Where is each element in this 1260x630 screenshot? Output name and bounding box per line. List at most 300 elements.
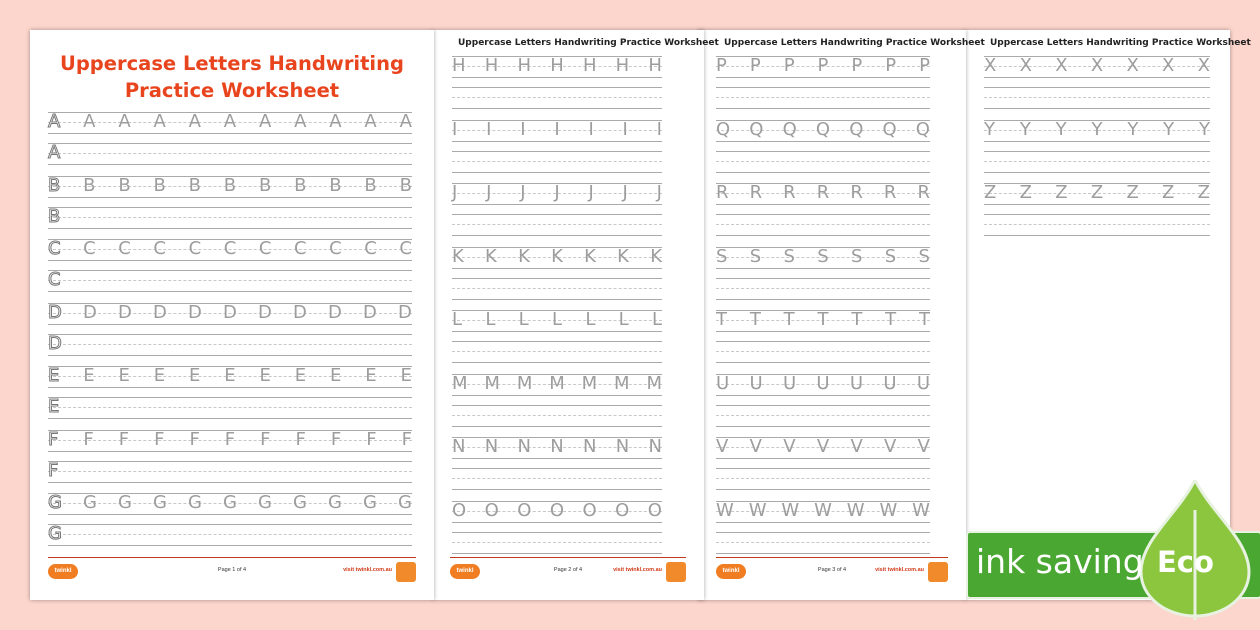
- trace-letter: A: [83, 111, 96, 132]
- trace-letter: Q: [782, 118, 797, 140]
- letter-sequence: [452, 56, 662, 76]
- twinkl-logo: twinkl: [450, 564, 480, 579]
- trace-letter: C: [399, 238, 412, 259]
- trace-letter: Y: [1091, 118, 1103, 140]
- trace-letter: B: [364, 174, 377, 196]
- guide-lines: [452, 87, 662, 109]
- trace-letter: A: [48, 142, 61, 163]
- trace-letter: Y: [1127, 118, 1139, 140]
- letter-sequence: [716, 374, 930, 394]
- trace-letter: B: [48, 205, 61, 227]
- letter-sequence: [48, 430, 412, 450]
- trace-letter: V: [716, 436, 729, 457]
- page-footer: [450, 557, 686, 586]
- practice-line: [452, 437, 662, 457]
- trace-letter: B: [48, 174, 61, 196]
- trace-letter: F: [330, 428, 342, 450]
- trace-letter: F: [48, 459, 59, 481]
- practice-line: [48, 524, 412, 544]
- practice-line: [716, 310, 930, 330]
- trace-letter: Q: [882, 118, 897, 140]
- guide-lines: [716, 405, 930, 427]
- letter-sequence: [452, 310, 662, 330]
- guide-lines: [716, 341, 930, 363]
- trace-letter: F: [189, 428, 200, 450]
- trace-letter: Q: [915, 118, 930, 140]
- trace-letter: G: [363, 492, 377, 513]
- worksheet-page-3: [698, 30, 985, 600]
- trace-letter: G: [83, 492, 97, 513]
- page-header-title: Uppercase Letters Handwriting Practice Worksheet: [990, 38, 1251, 48]
- trace-letter: E: [83, 365, 95, 386]
- practice-line: [452, 56, 662, 76]
- trace-letter: X: [984, 55, 997, 76]
- trace-letter: J: [520, 182, 526, 203]
- trace-letter: C: [153, 238, 166, 259]
- trace-letter: T: [817, 309, 829, 330]
- trace-letter: G: [188, 492, 202, 513]
- trace-letter: R: [749, 182, 763, 203]
- trace-letter: T: [749, 309, 761, 330]
- trace-letter: A: [258, 111, 272, 132]
- trace-letter: C: [223, 238, 237, 259]
- practice-line: [48, 430, 412, 450]
- trace-letter: X: [1126, 55, 1139, 76]
- title-line-2: Practice Worksheet: [124, 79, 340, 102]
- guide-lines: [452, 214, 662, 236]
- trace-letter: U: [782, 372, 797, 394]
- trace-letter: D: [258, 301, 272, 323]
- practice-line: [48, 143, 412, 163]
- trace-letter: C: [83, 238, 96, 259]
- trace-letter: B: [399, 174, 412, 196]
- trace-letter: M: [549, 372, 565, 394]
- trace-letter: G: [118, 492, 132, 513]
- letter-sequence: [48, 207, 412, 227]
- letter-sequence: [716, 56, 930, 76]
- page-footer: [48, 557, 416, 586]
- trace-letter: Q: [716, 118, 731, 140]
- practice-line: [716, 183, 930, 203]
- trace-letter: O: [484, 499, 499, 521]
- trace-letter: F: [118, 428, 130, 450]
- trace-letter: H: [582, 55, 597, 76]
- practice-line: [716, 214, 930, 234]
- trace-letter: N: [517, 436, 531, 457]
- trace-letter: I: [622, 118, 628, 140]
- practice-line: [716, 468, 930, 488]
- practice-line: [716, 341, 930, 361]
- trace-letter: E: [48, 396, 60, 417]
- practice-line: [48, 397, 412, 417]
- letter-sequence: [48, 270, 412, 290]
- letter-sequence: [716, 120, 930, 140]
- practice-line: [984, 56, 1210, 76]
- trace-letter: S: [918, 245, 930, 267]
- trace-letter: F: [83, 428, 94, 450]
- trace-letter: R: [716, 182, 729, 203]
- letter-sequence: [48, 524, 412, 544]
- trace-letter: J: [452, 182, 458, 203]
- trace-letter: T: [716, 309, 727, 330]
- trace-letter: E: [118, 365, 130, 386]
- trace-letter: W: [716, 499, 734, 521]
- title-line-1: Uppercase Letters Handwriting: [60, 52, 404, 75]
- trace-letter: Z: [1090, 182, 1104, 203]
- trace-letter: E: [365, 365, 377, 386]
- trace-letter: G: [153, 492, 167, 513]
- site-url: visit twinkl.com.au: [613, 567, 662, 573]
- letter-sequence: [452, 183, 662, 203]
- trace-letter: W: [846, 499, 865, 521]
- trace-letter: E: [400, 365, 412, 386]
- letter-sequence: [452, 501, 662, 521]
- trace-letter: U: [849, 372, 864, 394]
- trace-letter: I: [452, 118, 458, 140]
- letter-sequence: [716, 310, 930, 330]
- trace-letter: U: [716, 372, 730, 394]
- letter-sequence: [716, 437, 930, 457]
- practice-line: [452, 310, 662, 330]
- letter-sequence: [48, 493, 412, 513]
- trace-letter: M: [646, 372, 662, 394]
- worksheet-page-1: [30, 30, 434, 600]
- trace-letter: L: [452, 309, 463, 330]
- letter-sequence: [984, 120, 1210, 140]
- trace-letter: S: [783, 245, 795, 267]
- practice-line: [984, 183, 1210, 203]
- trace-letter: Y: [1055, 118, 1067, 140]
- trace-letter: C: [364, 238, 377, 259]
- trace-letter: G: [48, 492, 62, 513]
- trace-letter: V: [783, 436, 796, 457]
- trace-letter: N: [452, 436, 466, 457]
- trace-letter: G: [258, 492, 272, 513]
- trace-letter: B: [83, 174, 96, 196]
- trace-letter: B: [223, 174, 237, 196]
- trace-letter: O: [582, 499, 597, 521]
- trace-letter: Z: [984, 182, 997, 203]
- trace-letter: W: [879, 499, 898, 521]
- trace-letter: M: [614, 372, 630, 394]
- trace-letter: N: [583, 436, 597, 457]
- trace-letter: F: [224, 428, 236, 450]
- guide-lines: [984, 151, 1210, 173]
- practice-line: [716, 532, 930, 552]
- trace-letter: A: [364, 111, 377, 132]
- trace-letter: C: [48, 238, 61, 259]
- letter-sequence: [48, 176, 412, 196]
- trace-letter: C: [258, 238, 272, 259]
- trace-letter: K: [584, 245, 596, 267]
- trace-letter: I: [554, 118, 560, 140]
- trace-letter: U: [749, 372, 763, 394]
- guide-lines: [716, 87, 930, 109]
- letter-sequence: [48, 303, 412, 323]
- trace-letter: H: [550, 55, 564, 76]
- trace-letter: M: [484, 372, 500, 394]
- trace-letter: A: [329, 111, 342, 132]
- guide-lines: [984, 214, 1210, 236]
- page-number: Page 3 of 4: [817, 567, 847, 573]
- trace-letter: N: [550, 436, 564, 457]
- trace-letter: C: [293, 238, 307, 259]
- practice-line: [716, 501, 930, 521]
- trace-letter: L: [618, 309, 629, 330]
- page-header-title: Uppercase Letters Handwriting Practice Worksheet: [724, 38, 985, 48]
- trace-letter: D: [293, 301, 307, 323]
- guide-lines: [716, 151, 930, 173]
- practice-line: [48, 270, 412, 290]
- trace-letter: W: [781, 499, 800, 521]
- letter-sequence: [452, 247, 662, 267]
- practice-line: [452, 405, 662, 425]
- trace-letter: S: [817, 245, 829, 267]
- trace-letter: P: [817, 55, 829, 76]
- trace-letter: B: [329, 174, 342, 196]
- trace-letter: I: [656, 118, 662, 140]
- letter-sequence: [716, 247, 930, 267]
- practice-line: [452, 278, 662, 298]
- ink-saving-label: ink saving: [976, 542, 1144, 581]
- quality-badge-icon: [396, 562, 416, 582]
- page-number: Page 1 of 4: [217, 567, 247, 573]
- trace-letter: B: [294, 174, 307, 196]
- trace-letter: A: [153, 111, 166, 132]
- trace-letter: H: [484, 55, 499, 76]
- worksheet-title: [30, 50, 434, 104]
- trace-letter: A: [223, 111, 237, 132]
- trace-letter: O: [615, 499, 630, 521]
- letter-sequence: [984, 56, 1210, 76]
- trace-letter: M: [516, 372, 533, 394]
- practice-line: [48, 461, 412, 481]
- practice-line: [984, 120, 1210, 140]
- trace-letter: D: [83, 301, 97, 323]
- practice-line: [984, 151, 1210, 171]
- trace-letter: Q: [749, 118, 764, 140]
- trace-letter: G: [398, 492, 412, 513]
- guide-lines: [984, 87, 1210, 109]
- trace-letter: I: [588, 118, 594, 140]
- trace-letter: E: [48, 365, 60, 386]
- practice-line: [984, 214, 1210, 234]
- trace-letter: K: [650, 245, 662, 267]
- trace-letter: Z: [1055, 182, 1068, 203]
- trace-letter: O: [549, 499, 565, 521]
- practice-line: [452, 183, 662, 203]
- letter-sequence: [452, 120, 662, 140]
- trace-letter: R: [917, 182, 930, 203]
- trace-letter: Y: [1163, 118, 1175, 140]
- trace-letter: E: [189, 365, 201, 386]
- practice-line: [716, 437, 930, 457]
- guide-lines: [452, 151, 662, 173]
- trace-letter: E: [330, 365, 342, 386]
- trace-letter: N: [615, 436, 630, 457]
- trace-letter: C: [118, 238, 131, 259]
- trace-letter: H: [452, 55, 466, 76]
- trace-letter: L: [651, 309, 662, 330]
- trace-letter: G: [223, 492, 237, 513]
- practice-line: [716, 247, 930, 267]
- trace-letter: X: [1162, 55, 1175, 76]
- practice-line: [716, 151, 930, 171]
- trace-letter: P: [783, 55, 795, 76]
- trace-letter: F: [48, 428, 59, 450]
- letter-sequence: [48, 334, 412, 354]
- practice-line: [48, 303, 412, 323]
- trace-letter: D: [118, 301, 132, 323]
- trace-letter: S: [749, 245, 762, 267]
- trace-letter: K: [518, 245, 530, 267]
- guide-lines: [452, 278, 662, 300]
- trace-letter: Y: [984, 118, 995, 140]
- guide-lines: [716, 278, 930, 300]
- trace-letter: J: [554, 182, 560, 203]
- trace-letter: V: [884, 436, 897, 457]
- trace-letter: B: [258, 174, 272, 196]
- trace-letter: D: [363, 301, 377, 323]
- practice-line: [48, 493, 412, 513]
- trace-letter: Q: [815, 118, 831, 140]
- trace-letter: L: [551, 309, 563, 330]
- trace-letter: I: [520, 118, 526, 140]
- practice-line: [48, 366, 412, 386]
- trace-letter: O: [517, 499, 532, 521]
- trace-letter: K: [551, 245, 563, 267]
- trace-letter: A: [48, 111, 61, 132]
- eco-label: Eco: [1157, 545, 1214, 579]
- trace-letter: D: [48, 332, 62, 354]
- trace-letter: P: [716, 55, 727, 76]
- letter-sequence: [452, 437, 662, 457]
- trace-letter: G: [48, 523, 62, 544]
- page-header-title: Uppercase Letters Handwriting Practice Worksheet: [458, 38, 719, 48]
- practice-line: [48, 334, 412, 354]
- trace-letter: Z: [1162, 182, 1175, 203]
- trace-letter: G: [328, 492, 342, 513]
- trace-letter: T: [885, 309, 897, 330]
- letter-sequence: [984, 183, 1210, 203]
- guide-lines: [452, 532, 662, 554]
- quality-badge-icon: [666, 562, 686, 582]
- twinkl-logo: twinkl: [48, 564, 78, 579]
- trace-letter: A: [294, 111, 307, 132]
- trace-letter: R: [850, 182, 863, 203]
- trace-letter: D: [223, 301, 237, 323]
- trace-letter: U: [883, 372, 897, 394]
- practice-line: [716, 87, 930, 107]
- trace-letter: J: [656, 182, 662, 203]
- trace-letter: Y: [1198, 118, 1210, 140]
- practice-line: [452, 341, 662, 361]
- letter-sequence: [452, 374, 662, 394]
- guide-lines: [716, 214, 930, 236]
- trace-letter: D: [48, 301, 62, 323]
- trace-letter: F: [260, 428, 271, 450]
- trace-letter: C: [188, 238, 202, 259]
- trace-letter: F: [154, 428, 165, 450]
- letter-sequence: [716, 501, 930, 521]
- trace-letter: A: [118, 111, 131, 132]
- trace-letter: H: [648, 55, 662, 76]
- trace-letter: H: [615, 55, 630, 76]
- practice-line: [452, 214, 662, 234]
- practice-line: [452, 532, 662, 552]
- practice-line: [452, 151, 662, 171]
- trace-letter: M: [452, 372, 468, 394]
- worksheet-page-2: [432, 30, 719, 600]
- twinkl-logo: twinkl: [716, 564, 746, 579]
- trace-letter: N: [484, 436, 499, 457]
- practice-line: [716, 120, 930, 140]
- practice-line: [452, 87, 662, 107]
- trace-letter: F: [295, 428, 306, 450]
- trace-letter: M: [581, 372, 598, 394]
- trace-letter: V: [749, 436, 762, 457]
- letter-sequence: [48, 239, 412, 259]
- trace-letter: A: [188, 111, 201, 132]
- letter-sequence: [48, 112, 412, 132]
- trace-letter: D: [188, 301, 202, 323]
- letter-sequence: [48, 397, 412, 417]
- letter-sequence: [48, 143, 412, 163]
- trace-letter: E: [153, 365, 166, 386]
- trace-letter: Q: [849, 118, 864, 140]
- trace-letter: W: [748, 499, 767, 521]
- trace-letter: J: [588, 182, 594, 203]
- trace-letter: O: [452, 499, 467, 521]
- practice-line: [716, 374, 930, 394]
- trace-letter: B: [188, 174, 201, 196]
- trace-letter: X: [1197, 55, 1210, 76]
- trace-letter: S: [884, 245, 897, 267]
- trace-letter: H: [517, 55, 532, 76]
- letter-sequence: [48, 366, 412, 386]
- site-url: visit twinkl.com.au: [875, 567, 924, 573]
- quality-badge-icon: [928, 562, 948, 582]
- trace-letter: F: [366, 428, 377, 450]
- trace-letter: S: [851, 245, 863, 267]
- trace-letter: O: [647, 499, 662, 521]
- trace-letter: T: [851, 309, 863, 330]
- trace-letter: K: [452, 245, 464, 267]
- guide-lines: [452, 405, 662, 427]
- trace-letter: E: [259, 365, 271, 386]
- guide-lines: [452, 468, 662, 490]
- trace-letter: E: [224, 365, 236, 386]
- trace-letter: I: [486, 118, 492, 140]
- trace-letter: U: [816, 372, 830, 394]
- trace-letter: L: [518, 309, 529, 330]
- practice-line: [984, 87, 1210, 107]
- trace-letter: X: [1019, 55, 1032, 76]
- trace-letter: U: [916, 372, 930, 394]
- trace-letter: Z: [1197, 182, 1210, 203]
- practice-line: [48, 239, 412, 259]
- trace-letter: B: [118, 174, 131, 196]
- practice-line: [452, 468, 662, 488]
- letter-sequence: [716, 183, 930, 203]
- practice-line: [48, 176, 412, 196]
- practice-line: [452, 501, 662, 521]
- trace-letter: A: [399, 111, 412, 132]
- trace-letter: Z: [1126, 182, 1139, 203]
- trace-letter: E: [294, 365, 307, 386]
- trace-letter: D: [153, 301, 167, 323]
- page-footer: [716, 557, 948, 586]
